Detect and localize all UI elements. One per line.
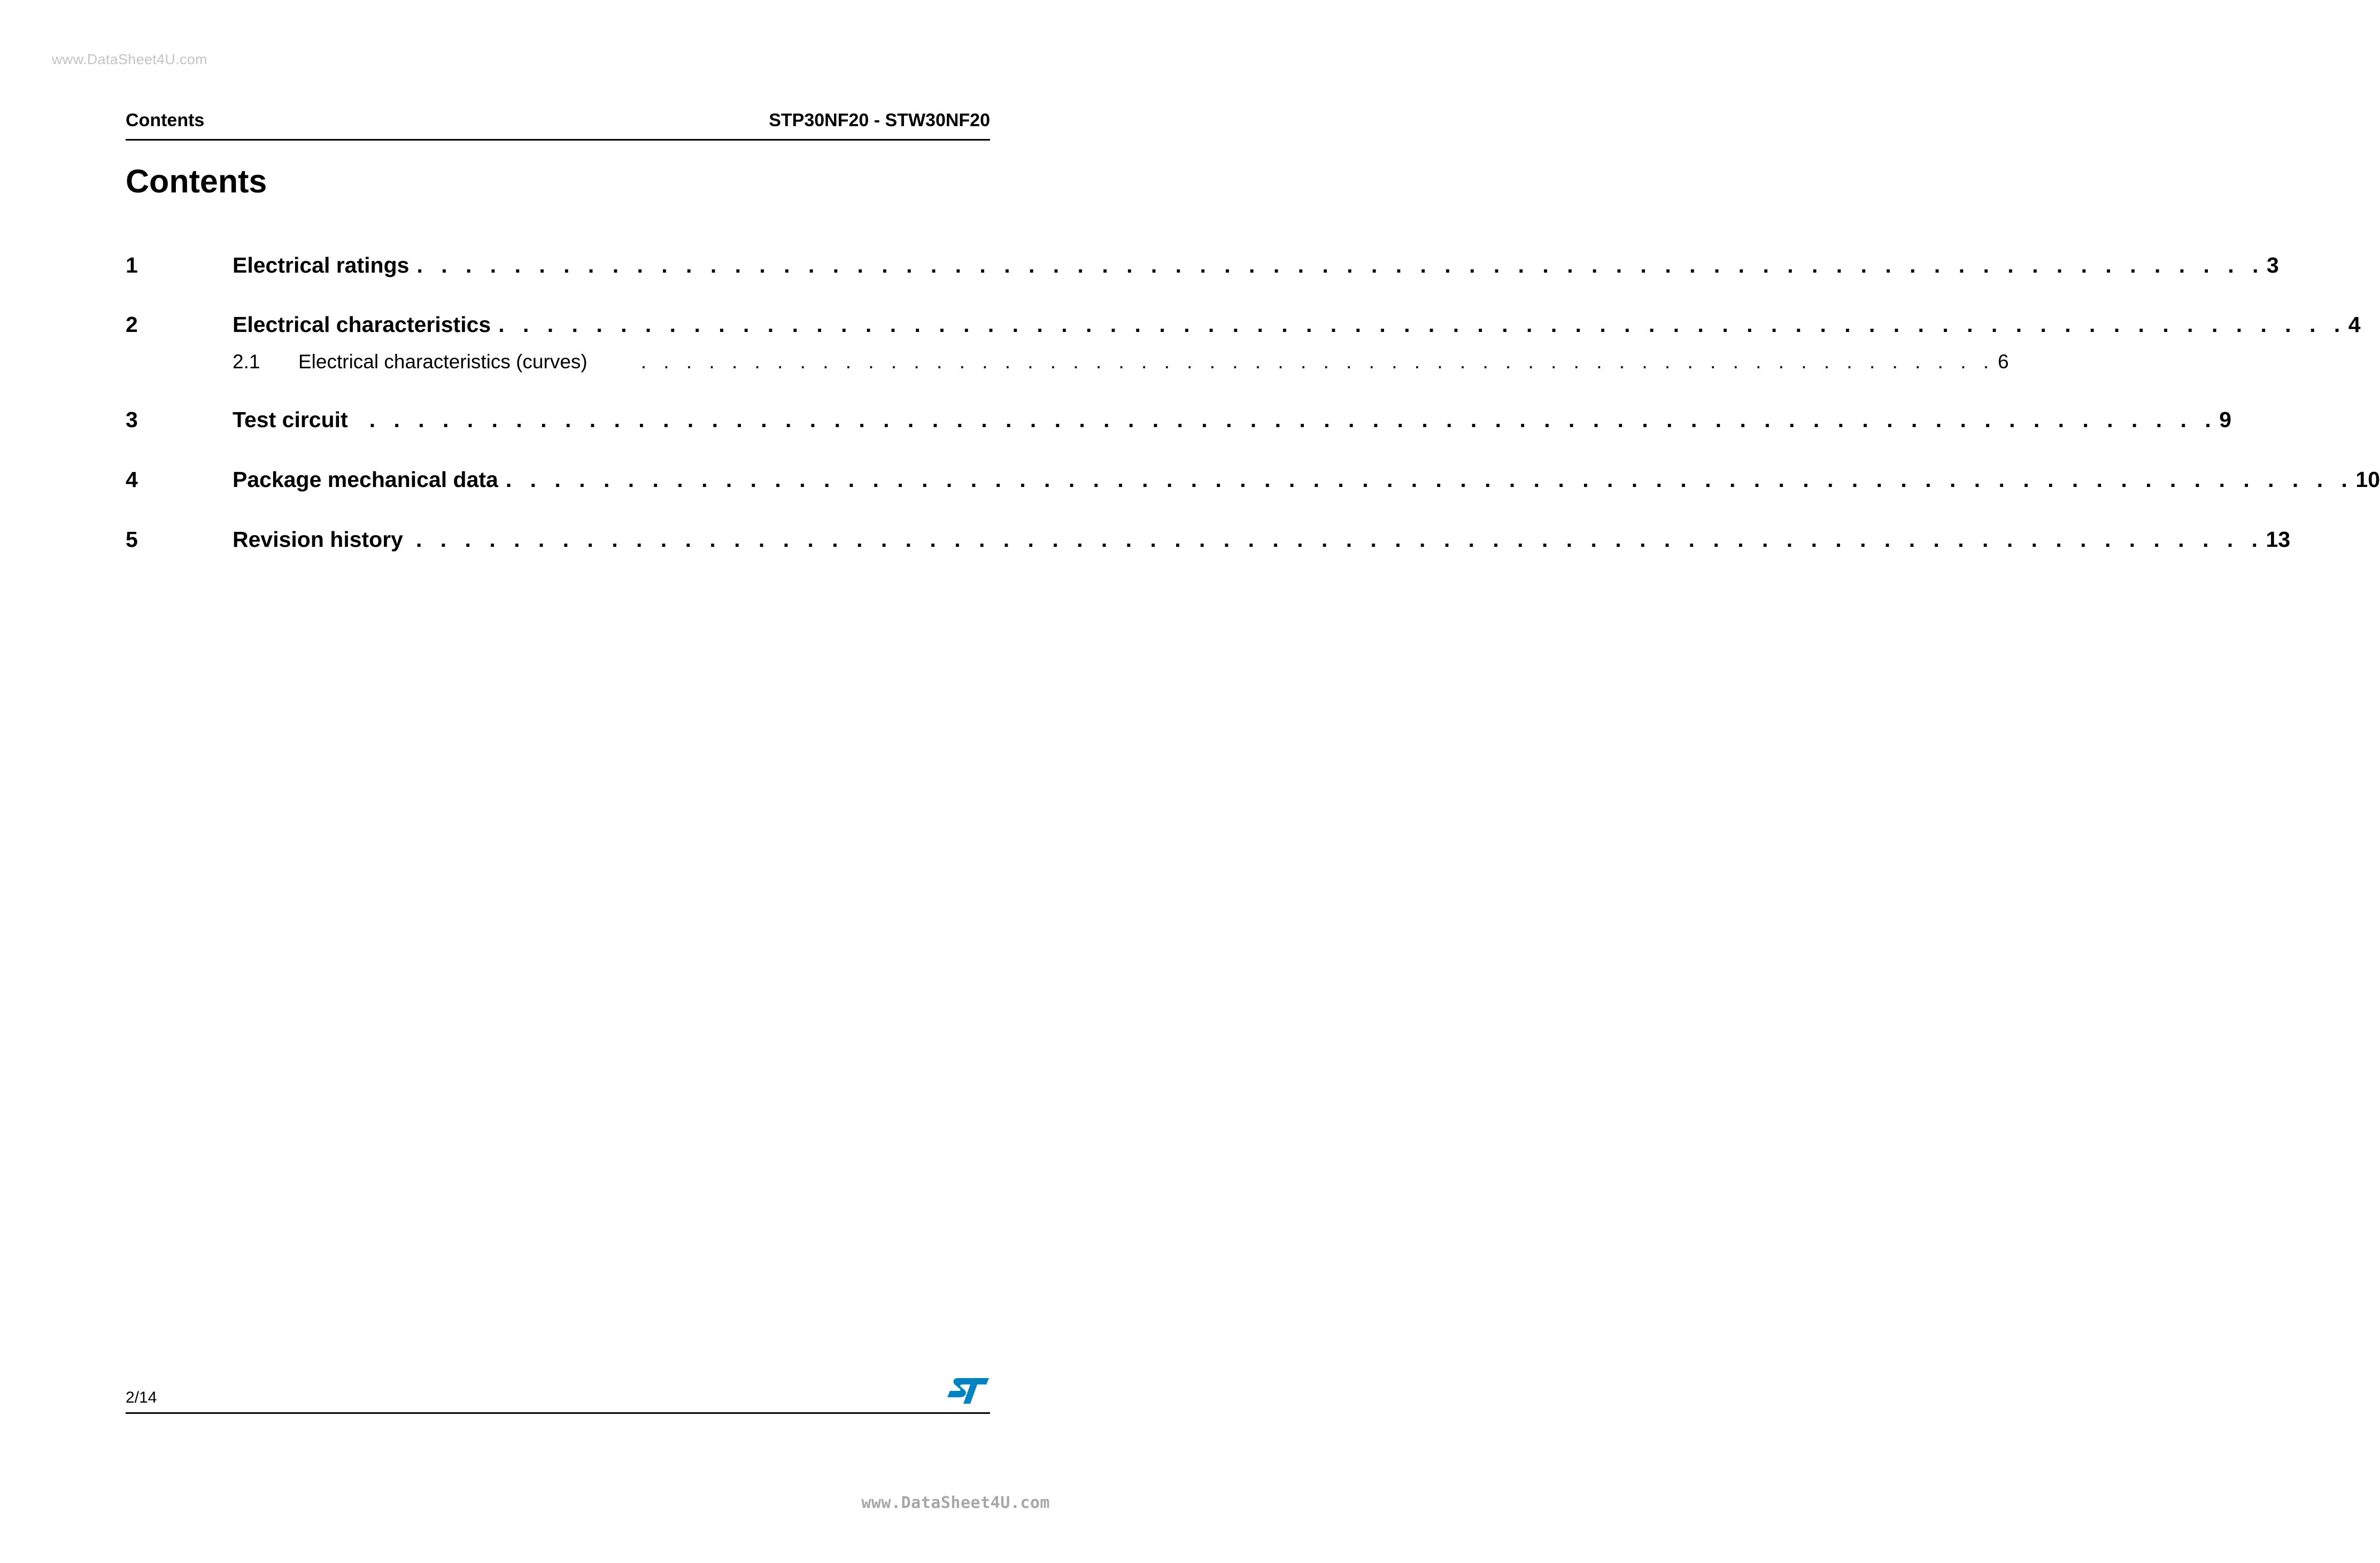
toc-entry-number: 1 — [126, 253, 138, 277]
header-section: Contents — [126, 110, 205, 130]
toc-entry-number: 3 — [126, 407, 138, 432]
toc-dot-leader: . . . . . . . . . . . . . . . . . . . . . . . . . . . . . . . . . . . . . . . . . . . . . . . . . . . . . . . . . . . . — [640, 351, 1995, 373]
toc-entry-2[interactable] — [126, 309, 2361, 339]
toc-entry-4[interactable] — [126, 465, 2380, 494]
toc-entry-5[interactable] — [126, 524, 2291, 554]
toc-entry-link[interactable] — [233, 524, 2291, 554]
toc-entry-link[interactable] — [233, 405, 2232, 435]
toc-entry-1[interactable] — [126, 250, 2279, 280]
toc-entry-link[interactable] — [233, 465, 2380, 494]
toc-dot-leader: . . . . . . . . . . . . . . . . . . . . . . . . . . . . . . . . . . . . . . . . . . . . . . . . . . . . . . . . . . . . . . . . . . . . . . . . . . . . — [416, 253, 2265, 277]
toc-entry-link[interactable] — [233, 309, 2361, 339]
toc-subentry-number: 2.1 — [233, 351, 260, 373]
toc-entry-title: Revision history — [233, 527, 403, 552]
toc-dot-leader: . . . . . . . . . . . . . . . . . . . . . . . . . . . . . . . . . . . . . . . . . . . . . . . . . . . . . . . . . . . . . . . . . . . . . . . . . . . . — [369, 407, 2217, 432]
toc-entry-page: 4 — [2348, 312, 2361, 337]
toc-entry-2-1[interactable] — [126, 349, 2009, 375]
toc-dot-leader: . . . . . . . . . . . . . . . . . . . . . . . . . . . . . . . . . . . . . . . . . . . . . . . . . . . . . . . . . . . . . . . . . . . . . . . . . . . . — [505, 467, 2354, 492]
toc-entry-title: Package mechanical data — [233, 467, 498, 492]
toc-entry-page: 13 — [2266, 527, 2291, 552]
page-header — [126, 107, 990, 141]
page-number: 2/14 — [126, 1389, 157, 1406]
watermark-bottom: www.DataSheet4U.com — [861, 1494, 1050, 1512]
toc-subentry-title: Electrical characteristics (curves) — [298, 351, 588, 373]
toc-entry-page: 9 — [2219, 407, 2232, 432]
toc-entry-title: Electrical ratings — [233, 253, 409, 277]
st-logo-icon — [946, 1377, 990, 1405]
toc-dot-leader: . . . . . . . . . . . . . . . . . . . . . . . . . . . . . . . . . . . . . . . . . . . . . . . . . . . . . . . . . . . . . . . . . . . . . . . . . . . . — [498, 312, 2346, 337]
toc-entry-number: 2 — [126, 312, 138, 337]
toc-entry-title: Electrical characteristics — [233, 312, 491, 337]
toc-entry-number: 5 — [126, 527, 138, 552]
page-footer — [126, 1374, 990, 1414]
toc-entry-3[interactable] — [126, 405, 2232, 435]
toc-subentry-page: 6 — [1998, 351, 2009, 373]
toc-entry-page: 10 — [2355, 467, 2380, 492]
toc-entry-title: Test circuit — [233, 407, 348, 432]
toc-entry-page: 3 — [2267, 253, 2279, 277]
header-part-numbers: STP30NF20 - STW30NF20 — [769, 110, 990, 130]
toc-subentry-link[interactable] — [298, 349, 2009, 375]
toc-dot-leader: . . . . . . . . . . . . . . . . . . . . . . . . . . . . . . . . . . . . . . . . . . . . . . . . . . . . . . . . . . . . . . . . . . . . . . . . . . . . — [415, 527, 2264, 552]
page-title: Contents — [126, 163, 267, 199]
watermark-top: www.DataSheet4U.com — [52, 51, 207, 67]
toc-entry-link[interactable] — [233, 250, 2279, 280]
toc-entry-number: 4 — [126, 467, 138, 492]
